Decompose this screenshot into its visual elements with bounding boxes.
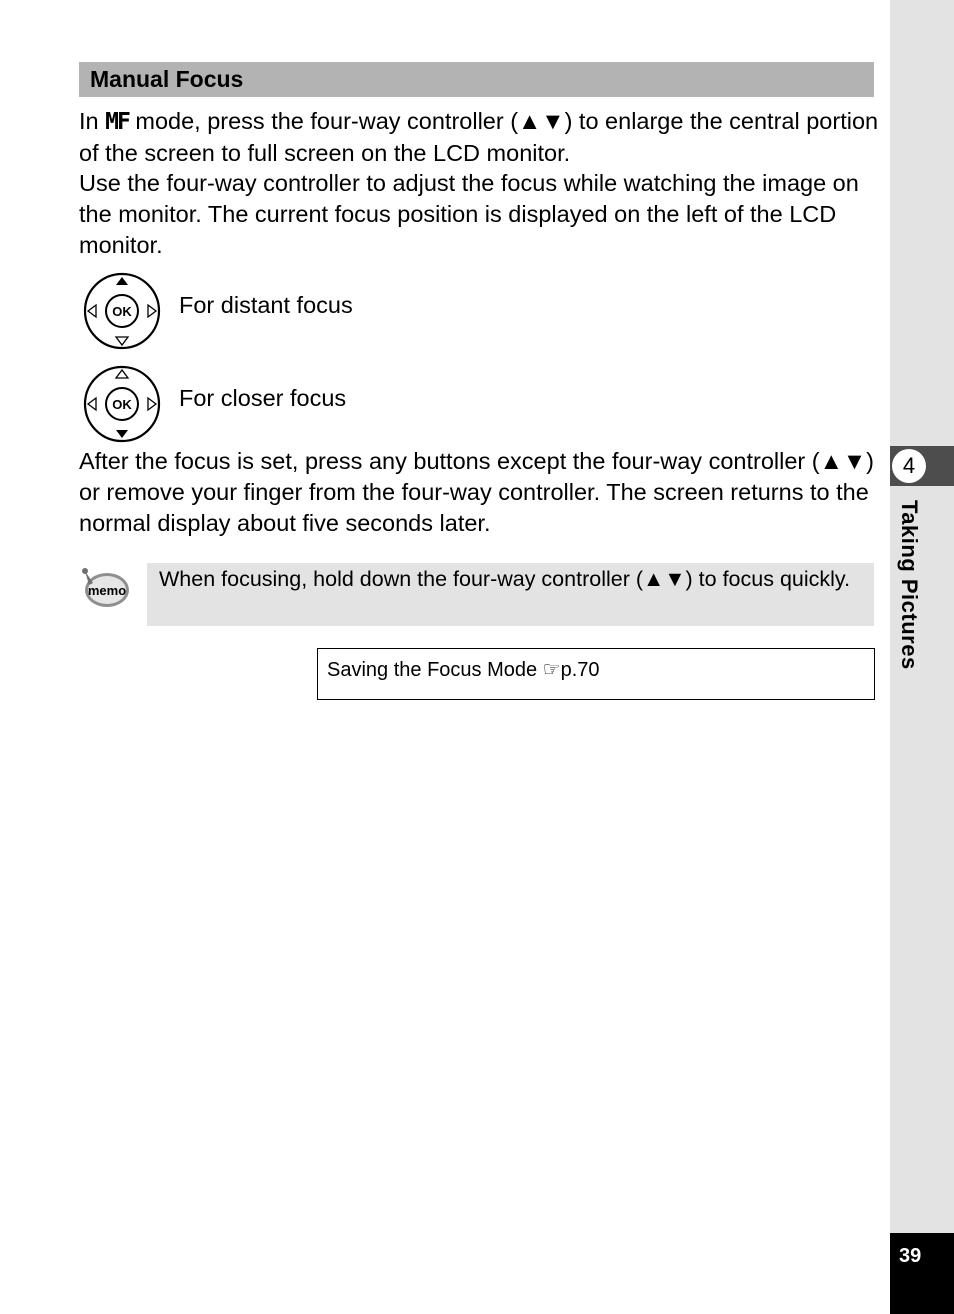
page-number: 39	[899, 1245, 922, 1267]
svg-text:OK: OK	[112, 397, 132, 412]
four-way-controller-up-icon	[82, 271, 162, 351]
reference-link[interactable]: Saving the Focus Mode ☞p.70	[317, 648, 875, 700]
svg-text:OK: OK	[112, 304, 132, 319]
closer-focus-label: For closer focus	[179, 385, 347, 411]
chapter-number: 4	[892, 449, 926, 483]
memo-icon	[79, 565, 131, 611]
instruction-paragraph: Use the four-way controller to adjust the focus while watching the image on the monitor. The current focus position is displayed on the left of the LCD monitor.	[79, 170, 859, 258]
chapter-title: Taking Pictures	[897, 500, 922, 670]
memo-note: When focusing, hold down the four-way controller (▲▼) to focus quickly.	[147, 563, 874, 626]
after-focus-paragraph: After the focus is set, press any buttons except the four-way controller (▲▼) or remove your finger from the four-way controller. The screen returns to the normal display about five seconds later.	[79, 448, 874, 536]
distant-focus-label: For distant focus	[179, 292, 353, 318]
mf-mode-icon: MF	[105, 109, 129, 135]
intro-paragraph: In MF mode, press the four-way controller (▲▼) to enlarge the central portion of the screen to full screen on the LCD monitor.	[79, 108, 879, 166]
svg-text:memo: memo	[87, 583, 127, 598]
four-way-controller-down-icon	[82, 364, 162, 444]
section-title: Manual Focus	[79, 62, 874, 97]
